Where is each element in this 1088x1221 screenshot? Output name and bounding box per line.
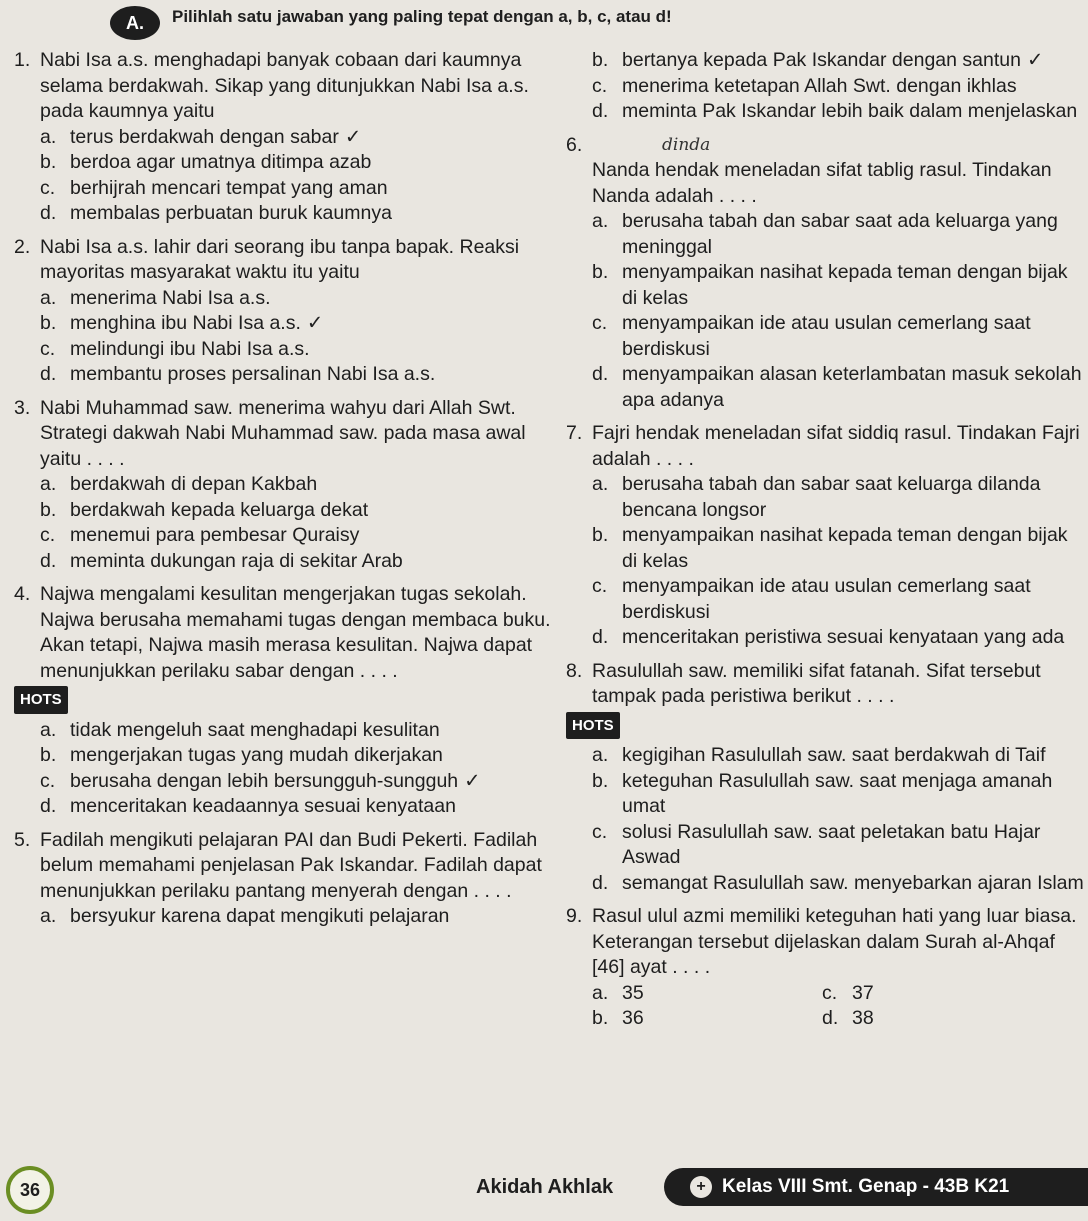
option-text xyxy=(622,311,1086,362)
option-text xyxy=(70,718,554,744)
option-letter: c. xyxy=(822,981,838,1004)
answer-option[interactable] xyxy=(40,718,554,744)
answer-option[interactable] xyxy=(40,311,554,337)
answer-option[interactable] xyxy=(40,498,554,524)
option-text xyxy=(70,311,554,337)
option-text-body: bertanya kepada Pak Iskandar dengan santun xyxy=(622,49,1021,71)
question-text-body: Rasulullah saw. memiliki sifat fatanah. Sifat tersebut tampak pada peristiwa berikut . . . . xyxy=(592,659,1041,707)
question-text-body: Fadilah mengikuti pelajaran PAI dan Budi Pekerti. Fadilah belum memahami penjelasan Pak Iskandar. Fadilah dapat menunjukkan perilaku pantang menyerah dengan . . . . xyxy=(40,828,542,902)
question xyxy=(566,421,1086,651)
question-text xyxy=(592,421,1086,472)
options-list xyxy=(40,718,554,820)
class-info: Kelas VIII Smt. Genap - 43B K21 xyxy=(664,1168,1088,1206)
option-text xyxy=(70,337,554,363)
option-text xyxy=(622,99,1086,125)
option-letter: a. xyxy=(40,125,57,148)
question-text xyxy=(592,133,1086,210)
option-text xyxy=(70,125,554,151)
option-text xyxy=(70,201,554,227)
option-text-body: mengerjakan tugas yang mudah dikerjakan xyxy=(70,744,443,766)
question xyxy=(566,133,1086,414)
question-stem xyxy=(14,828,554,905)
question-text-body: Nanda hendak meneladan sifat tablig rasul. Tindakan Nanda adalah . . . . xyxy=(592,159,1052,207)
left-column xyxy=(14,48,554,938)
option-letter: c. xyxy=(40,524,56,546)
question-stem xyxy=(14,396,554,473)
question-text-body: Rasul ulul azmi memiliki keteguhan hati yang luar biasa. Keterangan tersebut dijelaskan dalam Surah al-Ahqaf [46] ayat . . . . xyxy=(592,905,1077,978)
answer-option[interactable] xyxy=(592,743,1086,769)
option-text-body: menyampaikan alasan keterlambatan masuk sekolah apa adanya xyxy=(622,363,1082,411)
option-text-body: solusi Rasulullah saw. saat peletakan batu Hajar Aswad xyxy=(622,820,1041,868)
question xyxy=(566,48,1086,125)
option-text: 35 xyxy=(622,981,644,1004)
option-text xyxy=(622,769,1086,820)
option-text-body: berdakwah di depan Kakbah xyxy=(70,473,318,495)
page-number: 36 xyxy=(6,1166,54,1214)
option-text-body: menyampaikan nasihat kepada teman dengan bijak di kelas xyxy=(622,261,1068,309)
options-grid xyxy=(592,981,1086,1032)
option-letter: b. xyxy=(592,1007,609,1029)
options-list xyxy=(592,472,1086,651)
question-number: 6. xyxy=(566,133,583,156)
option-letter: a. xyxy=(40,905,57,927)
option-text-body: menghina ibu Nabi Isa a.s. xyxy=(70,312,301,334)
answer-option[interactable] xyxy=(592,574,1086,625)
answer-option[interactable] xyxy=(592,523,1086,574)
option-letter: d. xyxy=(592,871,609,894)
answer-option[interactable] xyxy=(592,99,1086,125)
answer-option[interactable] xyxy=(40,472,554,498)
answer-option[interactable] xyxy=(40,523,554,549)
question-number: 2. xyxy=(14,235,31,258)
option-letter: b. xyxy=(40,744,57,766)
question-stem xyxy=(14,235,554,286)
option-text xyxy=(622,625,1086,651)
option-letter: d. xyxy=(40,363,57,385)
option-text xyxy=(70,769,554,795)
section-badge: A. xyxy=(110,6,160,40)
answer-option[interactable] xyxy=(40,286,554,312)
check-mark-icon: ✓ xyxy=(306,312,324,334)
option-text: 36 xyxy=(622,1007,644,1029)
options-list xyxy=(40,286,554,388)
answer-option[interactable] xyxy=(40,176,554,202)
answer-option[interactable] xyxy=(592,260,1086,311)
option-text xyxy=(622,362,1086,413)
option-text-body: meminta Pak Iskandar lebih baik dalam menjelaskan xyxy=(622,100,1078,122)
option-text-body: kegigihan Rasulullah saw. saat berdakwah di Taif xyxy=(622,744,1046,766)
answer-option[interactable] xyxy=(592,820,1086,871)
option-text-body: semangat Rasulullah saw. menyebarkan ajaran Islam xyxy=(622,871,1084,894)
option-letter: c. xyxy=(592,74,608,97)
subject-label: Akidah Akhlak xyxy=(476,1176,614,1198)
question xyxy=(14,48,554,227)
question-number: 1. xyxy=(14,49,31,71)
option-letter: a. xyxy=(592,210,609,232)
answer-option[interactable] xyxy=(592,871,1086,897)
question-text-body: Nabi Isa a.s. lahir dari seorang ibu tanpa bapak. Reaksi mayoritas masyarakat waktu itu yaitu xyxy=(40,235,520,283)
question-text-body: Nabi Isa a.s. menghadapi banyak cobaan dari kaumnya selama berdakwah. Sikap yang ditunjukkan Nabi Isa a.s. pada kaumnya yaitu xyxy=(40,49,529,122)
option-letter: d. xyxy=(822,1007,839,1029)
option-letter: b. xyxy=(40,498,57,521)
option-text-body: menerima ketetapan Allah Swt. dengan ikhlas xyxy=(622,74,1017,97)
answer-option[interactable] xyxy=(40,125,554,151)
question-stem xyxy=(14,48,554,125)
option-letter: a. xyxy=(592,981,609,1004)
question-number: 5. xyxy=(14,828,31,851)
option-text-body: meminta dukungan raja di sekitar Arab xyxy=(70,549,403,572)
option-letter: c. xyxy=(40,176,56,199)
option-letter: c. xyxy=(40,337,56,360)
answer-option[interactable] xyxy=(40,794,554,820)
question-text-body: Nabi Muhammad saw. menerima wahyu dari Allah Swt. Strategi dakwah Nabi Muhammad saw. pada masa awal yaitu . . . . xyxy=(40,396,526,470)
option-letter: a. xyxy=(40,718,57,741)
option-letter: d. xyxy=(40,549,57,572)
check-mark-icon: ✓ xyxy=(344,125,362,148)
question-stem xyxy=(566,904,1086,981)
answer-option[interactable] xyxy=(822,1006,1052,1032)
answer-option[interactable] xyxy=(592,311,1086,362)
question-number: 4. xyxy=(14,583,31,605)
question xyxy=(14,582,554,820)
question xyxy=(566,659,1086,897)
option-text-body: menemui para pembesar Quraisy xyxy=(70,524,360,546)
question-text xyxy=(40,396,554,473)
question xyxy=(14,396,554,575)
option-letter: d. xyxy=(592,363,609,385)
option-text-body: terus berdakwah dengan sabar xyxy=(70,125,339,148)
page-footer xyxy=(0,1160,1088,1221)
option-letter: d. xyxy=(40,202,57,224)
option-letter: b. xyxy=(40,151,57,173)
option-text-body: berusaha tabah dan sabar saat ada keluarga yang meninggal xyxy=(622,210,1058,258)
answer-option[interactable] xyxy=(592,48,1086,74)
option-text xyxy=(622,574,1086,625)
answer-option[interactable] xyxy=(40,337,554,363)
option-text-body: menceritakan peristiwa sesuai kenyataan yang ada xyxy=(622,626,1065,648)
option-letter: a. xyxy=(40,473,57,495)
option-text-body: bersyukur karena dapat mengikuti pelajaran xyxy=(70,905,450,927)
option-text xyxy=(622,48,1086,74)
option-letter: a. xyxy=(40,286,57,309)
answer-option[interactable] xyxy=(592,209,1086,260)
right-column xyxy=(566,48,1086,1040)
option-text xyxy=(622,209,1086,260)
check-mark-icon: ✓ xyxy=(464,769,481,792)
plus-icon: + xyxy=(690,1176,712,1198)
option-text-body: melindungi ibu Nabi Isa a.s. xyxy=(70,337,310,360)
question-text-body: Fajri hendak meneladan sifat siddiq rasul. Tindakan Fajri adalah . . . . xyxy=(592,422,1080,470)
option-text-body: membalas perbuatan buruk kaumnya xyxy=(70,202,392,224)
options-list xyxy=(592,209,1086,413)
option-letter: b. xyxy=(40,312,57,334)
option-text xyxy=(70,362,554,388)
option-text-body: menyampaikan ide atau usulan cemerlang saat berdiskusi xyxy=(622,575,1031,623)
question-number: 9. xyxy=(566,905,583,927)
answer-option[interactable] xyxy=(592,981,822,1007)
option-text xyxy=(70,498,554,524)
option-text xyxy=(70,472,554,498)
answer-option[interactable] xyxy=(40,904,554,930)
hots-row xyxy=(566,710,1086,744)
option-text-body: membantu proses persalinan Nabi Isa a.s. xyxy=(70,363,436,385)
answer-option[interactable] xyxy=(592,362,1086,413)
option-letter: b. xyxy=(592,524,609,546)
question-number: 7. xyxy=(566,422,583,444)
question-number: 3. xyxy=(14,396,31,419)
option-letter: c. xyxy=(592,575,608,597)
answer-option[interactable] xyxy=(40,743,554,769)
option-text xyxy=(622,523,1086,574)
option-letter: a. xyxy=(592,473,609,495)
answer-option[interactable] xyxy=(592,472,1086,523)
question xyxy=(14,828,554,930)
option-letter: b. xyxy=(592,261,609,283)
option-letter: d. xyxy=(592,100,609,122)
answer-option[interactable] xyxy=(592,74,1086,100)
answer-option[interactable] xyxy=(40,549,554,575)
question xyxy=(14,235,554,388)
option-text-body: berdoa agar umatnya ditimpa azab xyxy=(70,151,372,173)
option-text-body: menerima Nabi Isa a.s. xyxy=(70,286,271,309)
option-text xyxy=(622,472,1086,523)
option-text-body: menceritakan keadaannya sesuai kenyataan xyxy=(70,795,456,817)
option-text xyxy=(70,150,554,176)
option-text-body: tidak mengeluh saat menghadapi kesulitan xyxy=(70,718,440,741)
hots-badge: HOTS xyxy=(14,686,68,714)
option-letter: d. xyxy=(592,626,609,648)
option-text-body: berusaha dengan lebih bersungguh-sungguh xyxy=(70,769,459,792)
answer-option[interactable] xyxy=(592,1006,822,1032)
answer-option[interactable] xyxy=(40,201,554,227)
options-list xyxy=(592,48,1086,125)
option-text xyxy=(622,743,1086,769)
option-text xyxy=(622,871,1086,897)
options-list xyxy=(40,472,554,574)
handwritten-note: dinda xyxy=(662,134,711,155)
option-letter: b. xyxy=(592,49,609,71)
instruction-text: Pilihlah satu jawaban yang paling tepat dengan a, b, c, atau d! xyxy=(172,7,672,26)
option-letter: b. xyxy=(592,769,609,792)
options-list xyxy=(592,743,1086,896)
option-text xyxy=(622,74,1086,100)
option-text: 37 xyxy=(852,981,874,1004)
answer-option[interactable] xyxy=(592,625,1086,651)
option-text xyxy=(622,820,1086,871)
option-text xyxy=(70,176,554,202)
options-list xyxy=(40,125,554,227)
answer-option[interactable] xyxy=(40,150,554,176)
option-text-body: berhijrah mencari tempat yang aman xyxy=(70,176,388,199)
option-text: 38 xyxy=(852,1007,874,1029)
option-text-body: menyampaikan ide atau usulan cemerlang saat berdiskusi xyxy=(622,312,1031,360)
question-stem xyxy=(566,659,1086,710)
option-text xyxy=(70,743,554,769)
option-text-body: berdakwah kepada keluarga dekat xyxy=(70,498,369,521)
option-letter: c. xyxy=(40,769,56,792)
question-text xyxy=(40,828,554,905)
option-letter: c. xyxy=(592,820,608,843)
question-stem xyxy=(566,421,1086,472)
options-list xyxy=(40,904,554,930)
option-letter: d. xyxy=(40,795,57,817)
question-text xyxy=(40,582,554,684)
check-mark-icon: ✓ xyxy=(1026,49,1044,71)
question-number: 8. xyxy=(566,659,583,682)
option-text xyxy=(70,286,554,312)
hots-row xyxy=(14,684,554,718)
question-text xyxy=(40,235,554,286)
option-text-body: berusaha tabah dan sabar saat keluarga dilanda bencana longsor xyxy=(622,473,1041,521)
hots-badge: HOTS xyxy=(566,712,620,740)
question-text xyxy=(592,659,1086,710)
option-text-body: keteguhan Rasulullah saw. saat menjaga amanah umat xyxy=(622,769,1053,817)
option-letter: c. xyxy=(592,312,608,334)
answer-option[interactable] xyxy=(40,769,554,795)
option-text xyxy=(70,794,554,820)
answer-option[interactable] xyxy=(40,362,554,388)
question-stem xyxy=(566,133,1086,210)
answer-option[interactable] xyxy=(822,981,1052,1007)
option-letter: a. xyxy=(592,744,609,766)
option-text-body: menyampaikan nasihat kepada teman dengan bijak di kelas xyxy=(622,524,1068,572)
question-text xyxy=(40,48,554,125)
question-stem xyxy=(14,582,554,684)
option-text xyxy=(70,523,554,549)
option-text xyxy=(70,549,554,575)
option-text xyxy=(70,904,554,930)
answer-option[interactable] xyxy=(592,769,1086,820)
option-text xyxy=(622,260,1086,311)
question xyxy=(566,904,1086,1032)
question-text-body: Najwa mengalami kesulitan mengerjakan tugas sekolah. Najwa berusaha memahami tugas dengan membaca buku. Akan tetapi, Najwa masih merasa kesulitan. Najwa dapat menunjukkan perilaku sabar dengan . . . . xyxy=(40,583,551,682)
question-text xyxy=(592,904,1086,981)
